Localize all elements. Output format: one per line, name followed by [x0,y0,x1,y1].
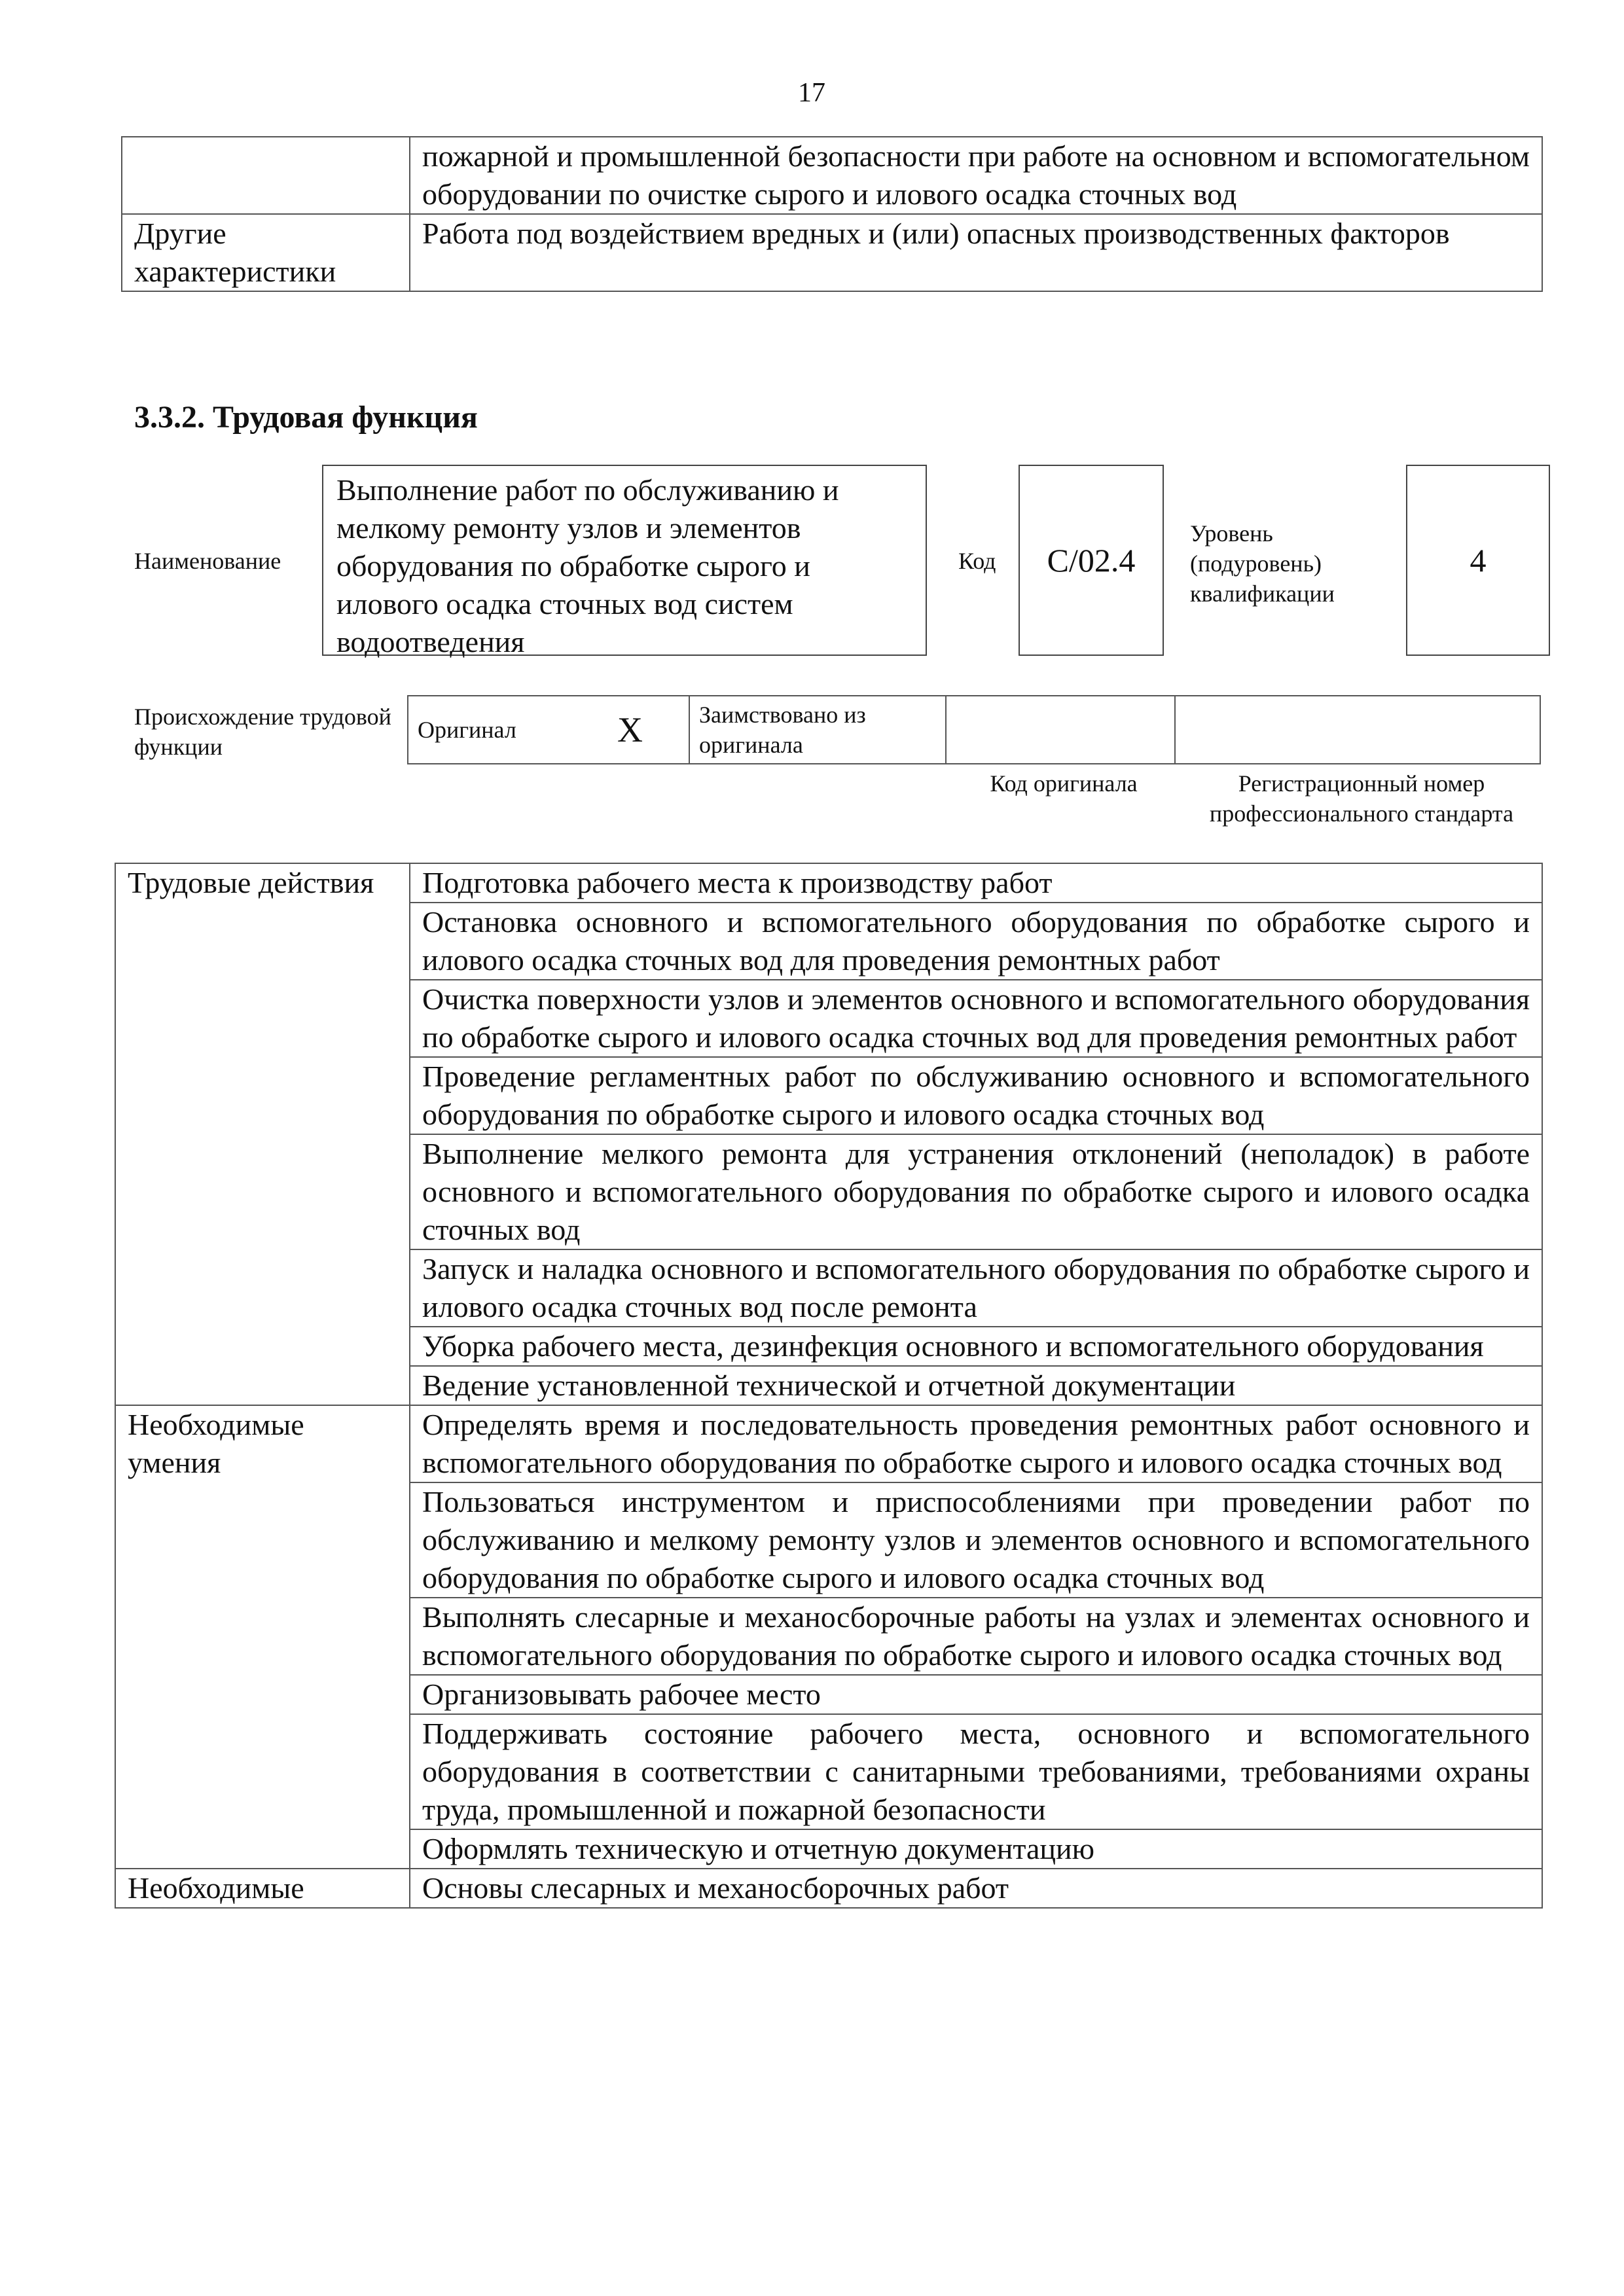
list-item: Организовывать рабочее место [410,1675,1542,1714]
list-item: Поддерживать состояние рабочего места, основного и вспомогательного оборудования в соответствии с санитарными требованиями, требованиями охраны труда, промышленной и пожарной безопасности [410,1714,1542,1829]
row-value: пожарной и промышленной безопасности при работе на основном и вспомогательном оборудовании по очистке сырого и илового осадка сточных вод [410,137,1542,214]
list-item: Очистка поверхности узлов и элементов основного и вспомогательного оборудования по обработке сырого и илового осадка сточных вод для проведения ремонтных работ [410,980,1542,1057]
registration-number-cell [1175,696,1540,764]
function-details-table [115,863,1543,1909]
row-label [122,137,410,214]
original-label: Оригинал [408,696,571,764]
list-item: Запуск и наладка основного и вспомогательного оборудования по обработке сырого и илового осадка сточных вод после ремонта [410,1249,1542,1327]
characteristics-table [121,136,1543,292]
page-number: 17 [798,78,825,108]
borrowed-label: Заимствовано из оригинала [689,696,946,764]
table-row [115,1869,1542,1908]
list-item: Остановка основного и вспомогательного оборудования по обработке сырого и илового осадка сточных вод для проведения ремонтных работ [410,903,1542,980]
origin-table [407,695,1541,764]
registration-number-caption: Регистрационный номер профессионального стандарта [1209,770,1514,827]
list-item: Проведение регламентных работ по обслуживанию основного и вспомогательного оборудования по обработке сырого и илового осадка сточных вод [410,1057,1542,1134]
row-label: Другие характеристики [122,214,410,291]
table-row [115,1405,1542,1482]
name-label: Наименование [134,548,281,574]
list-item: Основы слесарных и механосборочных работ [410,1869,1542,1908]
level-value: 4 [1470,542,1487,579]
code-label: Код [958,548,996,574]
list-item: Определять время и последовательность проведения ремонтных работ основного и вспомогательного оборудования по обработке сырого и илового осадка сточных вод [410,1405,1542,1482]
table-row [122,214,1542,291]
original-code-caption: Код оригинала [990,770,1138,797]
function-name-box [322,465,927,656]
original-code-cell [946,696,1175,764]
list-item: Оформлять техническую и отчетную документацию [410,1829,1542,1869]
table-row [408,696,1540,764]
section-title: 3.3.2. Трудовая функция [134,400,478,435]
list-item: Пользоваться инструментом и приспособлениями при проведении работ по обслуживанию и мелкому ремонту узлов и элементов основного и вспомогательного оборудования по обработке сырого и илового осадка сточных вод [410,1482,1542,1598]
table-row [122,137,1542,214]
function-name: Выполнение работ по обслуживанию и мелкому ремонту узлов и элементов оборудования по обработке сырого и илового осадка сточных вод систем водоотведения [336,473,839,658]
table-row [115,863,1542,903]
original-mark: X [571,696,689,764]
level-box [1406,465,1550,656]
list-item: Выполнять слесарные и механосборочные работы на узлах и элементах основного и вспомогательного оборудования по обработке сырого и илового осадка сточных вод [410,1598,1542,1675]
list-item: Подготовка рабочего места к производству работ [410,863,1542,903]
function-code-box [1019,465,1164,656]
group-label-knowledge: Необходимые [115,1869,410,1908]
row-value: Работа под воздействием вредных и (или) опасных производственных факторов [410,214,1542,291]
list-item: Уборка рабочего места, дезинфекция основного и вспомогательного оборудования [410,1327,1542,1366]
list-item: Ведение установленной технической и отчетной документации [410,1366,1542,1405]
level-label: Уровень (подуровень) квалификации [1190,520,1335,607]
list-item: Выполнение мелкого ремонта для устранения отклонений (неполадок) в работе основного и вспомогательного оборудования по обработке сырого и илового осадка сточных вод [410,1134,1542,1249]
function-code: C/02.4 [1047,542,1136,579]
group-label-actions: Трудовые действия [115,863,410,1405]
origin-label: Происхождение трудовой функции [134,704,391,760]
group-label-skills: Необходимые умения [115,1405,410,1869]
